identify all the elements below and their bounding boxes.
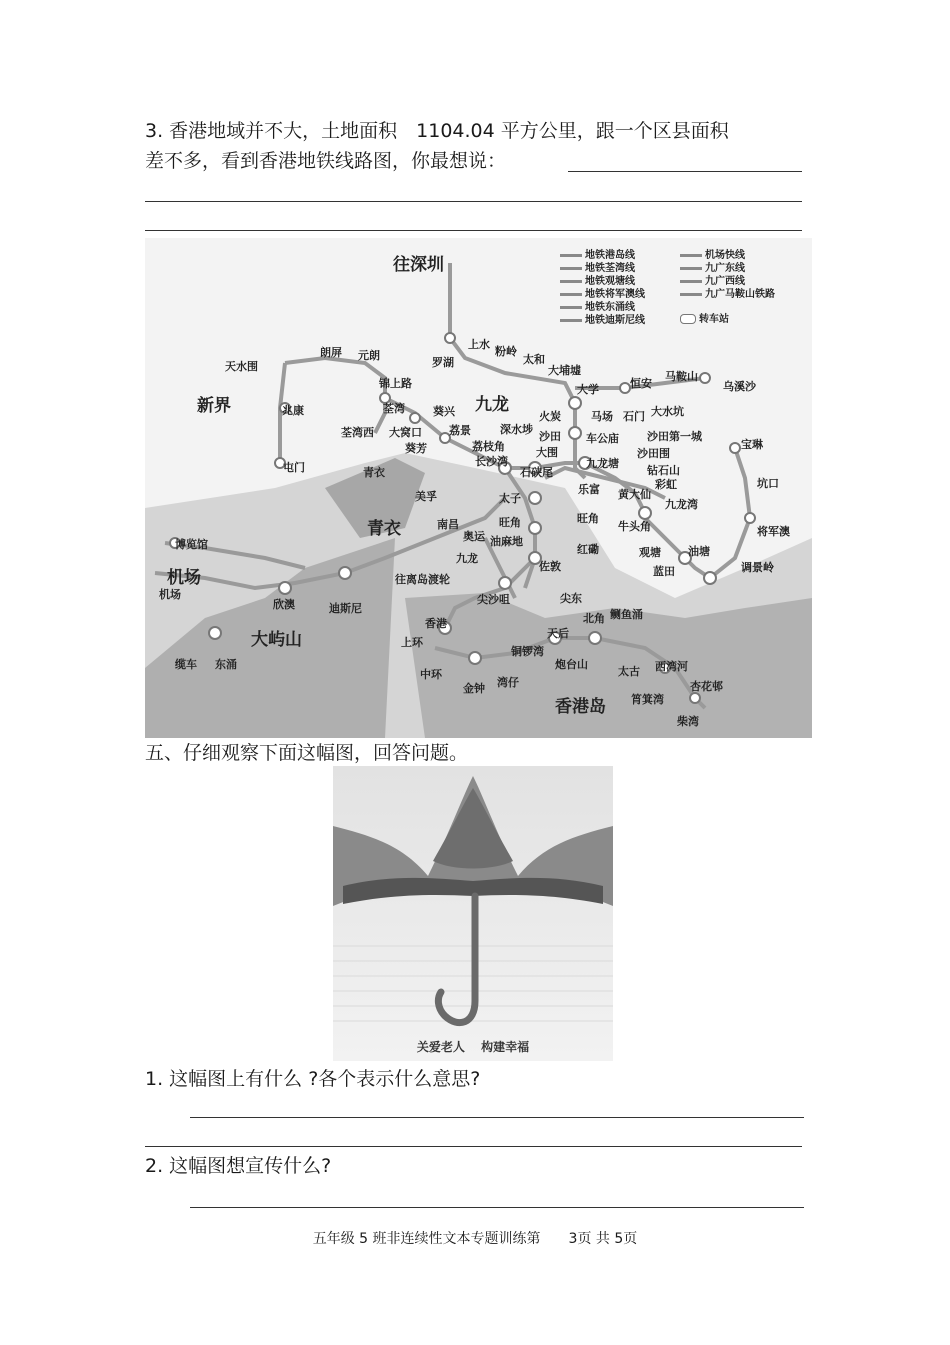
- station-label: 湾仔: [497, 676, 519, 689]
- station-label: 九龙: [456, 552, 478, 565]
- answer-line: [568, 171, 802, 172]
- station-label: 深水埗: [500, 423, 533, 436]
- question-1: 1. 这幅图上有什么 ?各个表示什么意思?: [145, 1068, 481, 1090]
- station-label: 石门: [623, 410, 645, 423]
- station-label: 大水坑: [651, 405, 684, 418]
- station-label: 天后: [547, 627, 569, 640]
- station-label: 香港: [425, 617, 447, 630]
- station-label: 荔景: [449, 424, 471, 437]
- section-5-title: 五、仔细观察下面这幅图，回答问题。: [145, 742, 469, 764]
- hong-kong-metro-map: [145, 238, 812, 738]
- poster-image: [333, 766, 613, 1061]
- station-label: 铜锣湾: [511, 645, 544, 658]
- station-label: 青衣: [363, 466, 385, 479]
- station-label: 太古: [618, 665, 640, 678]
- map-legend-item: 地铁港岛线: [560, 246, 635, 261]
- station-label: 欣澳: [273, 598, 295, 611]
- station-label: 旺角: [577, 512, 599, 525]
- map-label: 往深圳: [393, 255, 444, 275]
- map-legend-item: 九广西线: [680, 272, 745, 287]
- station-label: 兆康: [282, 404, 304, 417]
- station-label: 太和: [523, 353, 545, 366]
- answer-line: [190, 1207, 804, 1208]
- question-2: 2. 这幅图想宣传什么?: [145, 1155, 332, 1177]
- map-label: 九龙: [475, 395, 509, 415]
- station-label: 尖东: [560, 592, 582, 605]
- station-label: 鲗鱼涌: [610, 608, 643, 621]
- station-label: 葵芳: [405, 442, 427, 455]
- station-label: 佐敦: [539, 560, 561, 573]
- page-footer: 五年级 5 班非连续性文本专题训练第 3页 共 5页: [312, 1231, 638, 1247]
- station-label: 沙田围: [637, 447, 670, 460]
- station-label: 恒安: [630, 377, 652, 390]
- map-legend-item: 地铁东涌线: [560, 298, 635, 313]
- answer-line: [145, 201, 802, 202]
- question-3-line2: 差不多，看到香港地铁线路图，你最想说：: [145, 150, 507, 172]
- map-label: 机场: [167, 568, 201, 588]
- map-label: 大屿山: [251, 630, 302, 650]
- umbrella-hands-illustration: [333, 766, 613, 1061]
- station-label: 黄大仙: [618, 488, 651, 501]
- station-label: 马鞍山: [665, 370, 698, 383]
- station-label: 牛头角: [618, 520, 651, 533]
- station-label: 元朗: [358, 349, 380, 362]
- station-label: 西湾河: [655, 660, 688, 673]
- station-label: 葵兴: [433, 405, 455, 418]
- station-label: 乌溪沙: [723, 380, 756, 393]
- station-label: 红磡: [577, 543, 599, 556]
- station-label: 将军澳: [757, 525, 790, 538]
- station-label: 北角: [583, 612, 605, 625]
- station-label: 观塘: [639, 546, 661, 559]
- station-label: 迪斯尼: [329, 602, 362, 615]
- station-label: 荃湾: [383, 402, 405, 415]
- station-label: 博览馆: [175, 538, 208, 551]
- station-label: 宝琳: [741, 438, 763, 451]
- station-label: 车公庙: [586, 432, 619, 445]
- station-label: 乐富: [578, 483, 600, 496]
- station-label: 大围: [536, 446, 558, 459]
- station-label: 机场: [159, 588, 181, 601]
- station-label: 钻石山: [647, 464, 680, 477]
- station-label: 石硖尾: [520, 466, 553, 479]
- station-label: 缆车: [175, 658, 197, 671]
- station-label: 火炭: [539, 410, 561, 423]
- station-label: 中环: [420, 668, 442, 681]
- station-label: 筲箕湾: [631, 693, 664, 706]
- station-label: 长沙湾: [475, 455, 508, 468]
- station-label: 油麻地: [490, 535, 523, 548]
- station-label: 东涌: [215, 658, 237, 671]
- station-label: 粉岭: [495, 345, 517, 358]
- station-label: 屯门: [283, 461, 305, 474]
- station-label: 罗湖: [432, 356, 454, 369]
- station-label: 锦上路: [379, 377, 412, 390]
- station-label: 马场: [591, 410, 613, 423]
- station-label: 荔枝角: [472, 440, 505, 453]
- station-label: 金钟: [463, 682, 485, 695]
- station-label: 调景岭: [741, 561, 774, 574]
- map-legend-item: 地铁观塘线: [560, 272, 635, 287]
- station-label: 奥运: [463, 530, 485, 543]
- station-label: 荃湾西: [341, 426, 374, 439]
- station-label: 旺角: [499, 516, 521, 529]
- station-label: 尖沙咀: [477, 593, 510, 606]
- answer-line: [145, 1146, 802, 1147]
- station-label: 彩虹: [655, 478, 677, 491]
- station-label: 往离岛渡轮: [395, 573, 450, 586]
- station-label: 天水围: [225, 360, 258, 373]
- station-label: 大学: [577, 383, 599, 396]
- map-legend-item: 地铁迪斯尼线: [560, 311, 645, 326]
- station-label: 蓝田: [653, 565, 675, 578]
- station-label: 九龙湾: [665, 498, 698, 511]
- station-label: 坑口: [757, 477, 779, 490]
- station-label: 大窝口: [389, 426, 422, 439]
- station-label: 太子: [499, 492, 521, 505]
- map-legend-item: 九广东线: [680, 259, 745, 274]
- map-label: 香港岛: [555, 697, 606, 717]
- station-label: 油塘: [688, 545, 710, 558]
- map-legend-item: 机场快线: [680, 246, 745, 261]
- question-3-line1: 3. 香港地域并不大，土地面积 1104.04 平方公里，跟一个区县面积: [145, 120, 729, 142]
- station-label: 朗屏: [320, 346, 342, 359]
- station-label: 柴湾: [677, 715, 699, 728]
- station-label: 大埔墟: [548, 364, 581, 377]
- station-label: 沙田: [539, 430, 561, 443]
- map-legend-item: 转车站: [680, 310, 729, 325]
- station-label: 杏花邨: [690, 680, 723, 693]
- map-legend-item: 九广马鞍山铁路: [680, 285, 775, 300]
- map-label: 新界: [197, 396, 231, 416]
- map-label: 青衣: [367, 519, 401, 539]
- station-label: 上水: [468, 338, 490, 351]
- station-label: 九龙塘: [586, 457, 619, 470]
- map-legend-item: 地铁将军澳线: [560, 285, 645, 300]
- poster-slogan: 关爱老人 构建幸福: [416, 1040, 530, 1054]
- station-label: 南昌: [437, 518, 459, 531]
- station-label: 炮台山: [555, 658, 588, 671]
- station-label: 美孚: [415, 490, 437, 503]
- station-label: 上环: [401, 636, 423, 649]
- station-label: 沙田第一城: [647, 430, 702, 443]
- map-legend-item: 地铁荃湾线: [560, 259, 635, 274]
- answer-line: [190, 1117, 804, 1118]
- answer-line: [145, 230, 802, 231]
